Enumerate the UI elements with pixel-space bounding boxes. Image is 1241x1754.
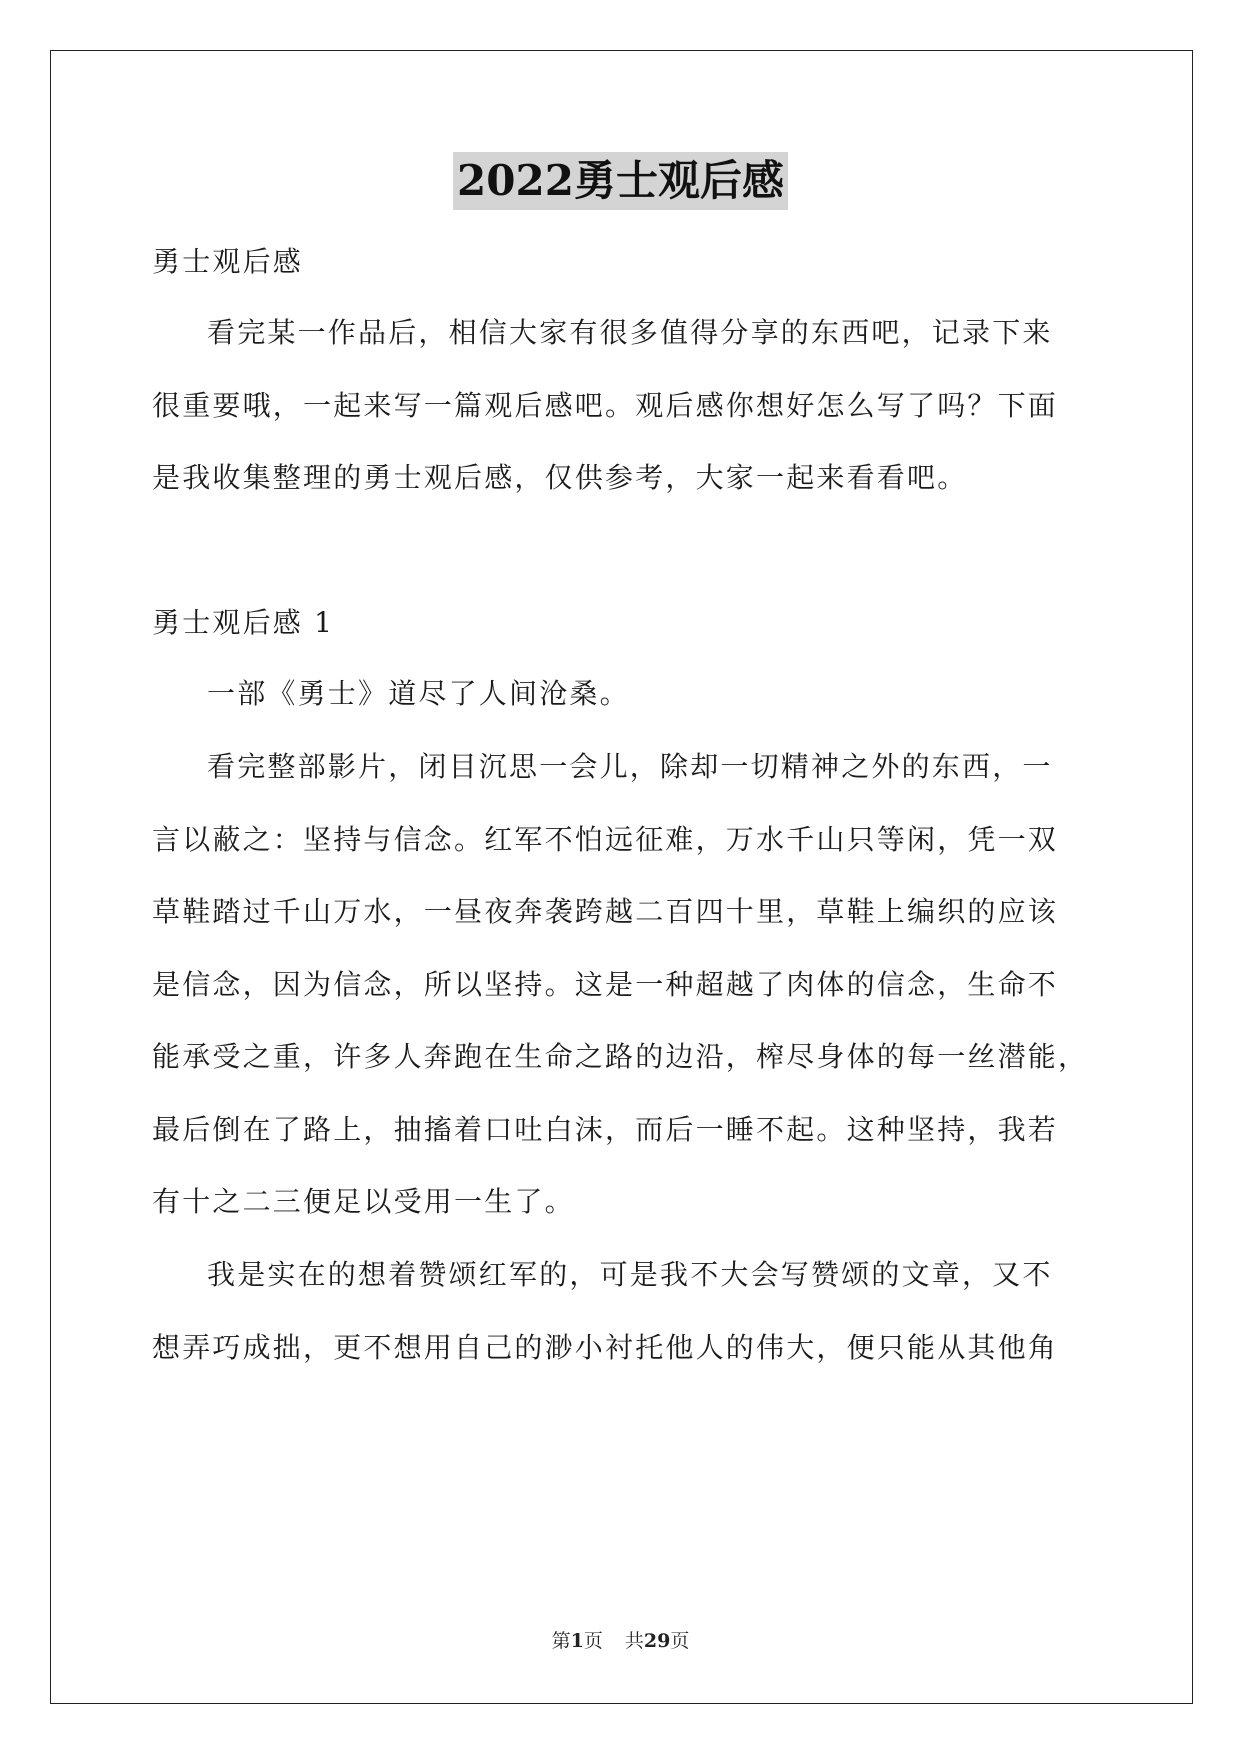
intro-line-1: 看完某一作品后，相信大家有很多值得分享的东西吧，记录下来 xyxy=(207,316,1053,349)
paragraph-line: 一部《勇士》道尽了人间沧桑。 xyxy=(207,677,630,710)
document-title: 2022勇士观后感 xyxy=(453,152,788,210)
page-border xyxy=(50,50,1193,1704)
paragraph-line: 有十之二三便足以受用一生了。 xyxy=(152,1185,575,1218)
paragraph-line: 我是实在的想着赞颂红军的，可是我不大会写赞颂的文章，又不 xyxy=(207,1258,1053,1291)
section-heading: 勇士观后感 xyxy=(152,245,304,278)
total-page-count: 29 xyxy=(643,1630,671,1652)
paragraph-line: 草鞋踏过千山万水，一昼夜奔袭跨越二百四十里，草鞋上编织的应该 xyxy=(152,895,1059,928)
paragraph-line: 能承受之重，许多人奔跑在生命之路的边沿，榨尽身体的每一丝潜能， xyxy=(152,1040,1089,1073)
paragraph-line: 看完整部影片，闭目沉思一会儿，除却一切精神之外的东西，一 xyxy=(207,750,1053,783)
paragraph-line: 最后倒在了路上，抽搐着口吐白沫，而后一睡不起。这种坚持，我若 xyxy=(152,1113,1059,1146)
subsection-heading: 勇士观后感 1 xyxy=(152,606,335,639)
footer-total-suffix: 页 xyxy=(670,1630,690,1652)
intro-line-2: 很重要哦，一起来写一篇观后感吧。观后感你想好怎么写了吗？下面 xyxy=(152,389,1059,422)
page-footer xyxy=(0,1628,1241,1654)
paragraph-line: 言以蔽之：坚持与信念。红军不怕远征难，万水千山只等闲，凭一双 xyxy=(152,823,1059,856)
footer-page-suffix: 页 xyxy=(583,1630,603,1652)
document-title-block xyxy=(0,152,1241,210)
paragraph-line: 是信念，因为信念，所以坚持。这是一种超越了肉体的信念，生命不 xyxy=(152,968,1059,1001)
footer-total-prefix: 共 xyxy=(624,1630,644,1652)
footer-prefix: 第 xyxy=(551,1630,571,1652)
intro-line-3: 是我收集整理的勇士观后感，仅供参考，大家一起来看看吧。 xyxy=(152,461,968,494)
current-page-number: 1 xyxy=(570,1630,584,1652)
paragraph-line: 想弄巧成拙，更不想用自己的渺小衬托他人的伟大，便只能从其他角 xyxy=(152,1331,1059,1364)
